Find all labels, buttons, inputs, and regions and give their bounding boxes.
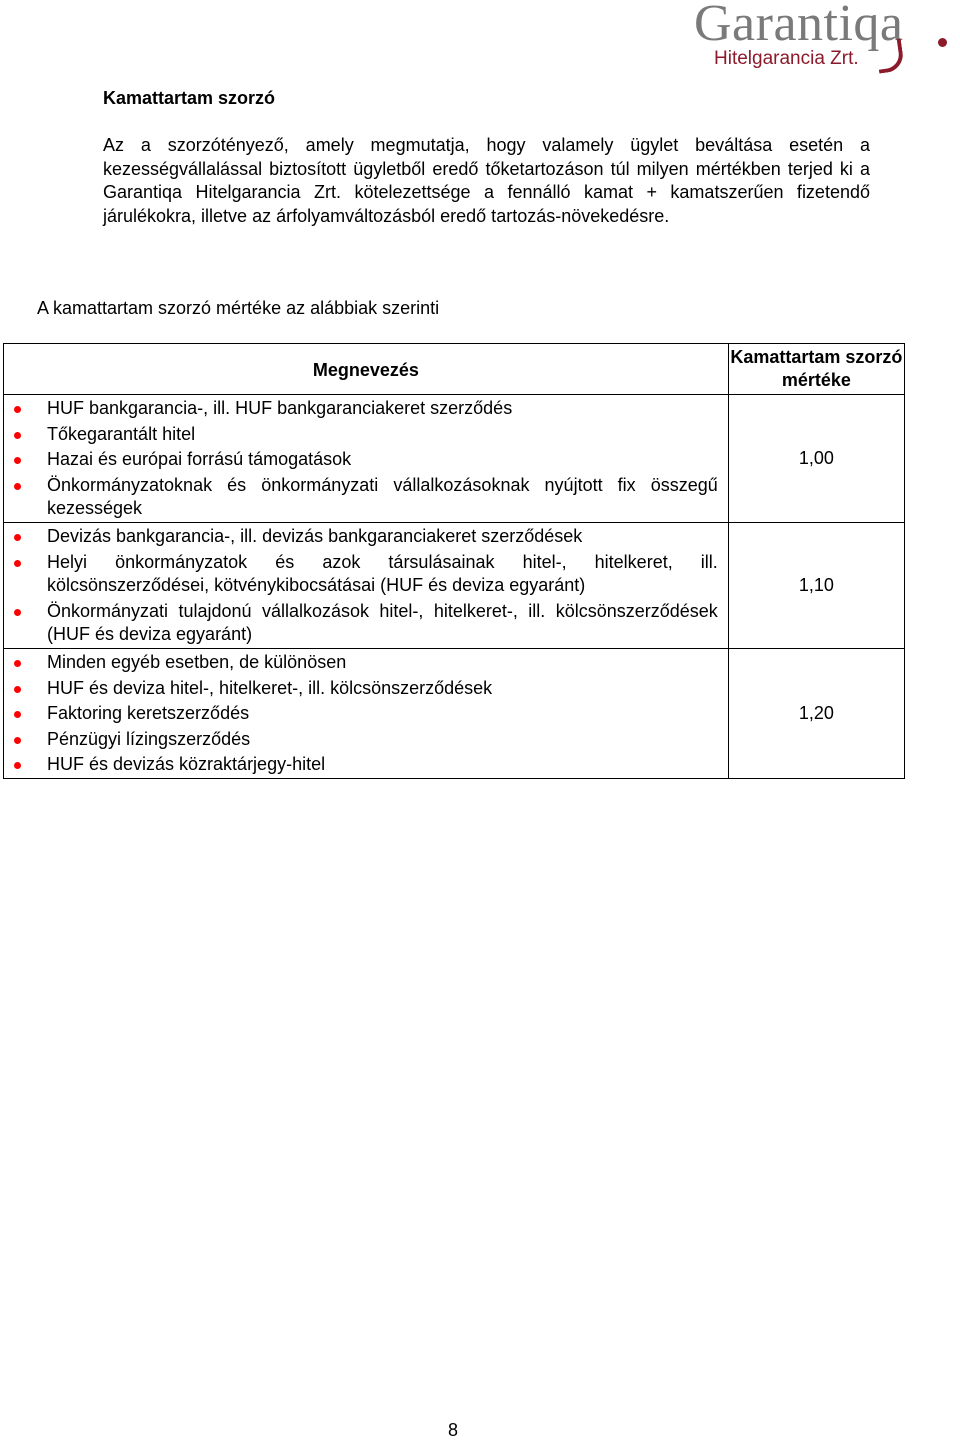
- bullet-dot-icon: [14, 737, 21, 744]
- item-list: [4, 651, 728, 777]
- table-lead-text: A kamattartam szorzó mértéke az alábbiak szerinti: [37, 298, 440, 318]
- list-item-text: Helyi önkormányzatok és azok társulásainak hitel-, hitelkeret, ill. kölcsönszerződései, kötvénykibocsátásai (HUF és deviza egyaránt): [47, 551, 718, 595]
- bullet-dot-icon: [14, 560, 21, 567]
- list-item: [4, 651, 718, 675]
- list-item-text: HUF és devizás közraktárjegy-hitel: [47, 754, 326, 774]
- list-item-text: HUF bankgarancia-, ill. HUF bankgaranciakeret szerződés: [47, 398, 513, 418]
- bullet-dot-icon: [14, 762, 21, 769]
- garantiqa-logo: [694, 0, 956, 80]
- rate-value: 1,20: [728, 649, 904, 779]
- rate-value: 1,00: [728, 395, 904, 523]
- list-item-text: Önkormányzati tulajdonú vállalkozások hitel-, hitelkeret-, ill. kölcsönszerződések (HUF és deviza egyaránt): [47, 600, 718, 644]
- rate-value: 1,10: [728, 523, 904, 649]
- list-item: [4, 448, 718, 472]
- bullet-dot-icon: [14, 483, 21, 490]
- logo-swoosh-icon: [875, 38, 905, 73]
- list-item: [4, 728, 718, 752]
- list-item: [4, 551, 718, 598]
- list-item-text: Pénzügyi lízingszerződés: [47, 728, 251, 749]
- rate-table: [3, 343, 905, 779]
- logo-brand-text: Garantiqa: [694, 0, 904, 52]
- logo-subtitle: Hitelgarancia Zrt.: [714, 48, 859, 69]
- list-item: [4, 753, 718, 777]
- bullet-dot-icon: [14, 711, 21, 718]
- logo-dot-icon: [938, 38, 947, 47]
- description-cell: [4, 523, 729, 649]
- item-list: [4, 525, 728, 647]
- table-row: [4, 649, 905, 779]
- bullet-dot-icon: [14, 534, 21, 541]
- bullet-dot-icon: [14, 457, 21, 464]
- bullet-dot-icon: [14, 406, 21, 413]
- list-item-text: Tőkegarantált hitel: [47, 423, 196, 444]
- bullet-dot-icon: [14, 686, 21, 693]
- table-row: [4, 395, 905, 523]
- list-item: [4, 677, 718, 701]
- table-header-row: [4, 344, 905, 395]
- bullet-dot-icon: [14, 432, 21, 439]
- list-item: [4, 702, 718, 726]
- header-rate: Kamattartam szorzó mértéke: [728, 344, 904, 395]
- bullet-dot-icon: [14, 609, 21, 616]
- list-item-text: HUF és deviza hitel-, hitelkeret-, ill. kölcsönszerződések: [47, 677, 493, 698]
- bullet-dot-icon: [14, 660, 21, 667]
- list-item-text: Devizás bankgarancia-, ill. devizás bankgaranciakeret szerződések: [47, 526, 583, 546]
- list-item: [4, 397, 718, 421]
- table-row: [4, 523, 905, 649]
- list-item-text: Hazai és európai forrású támogatások: [47, 449, 352, 469]
- list-item-text: Faktoring keretszerződés: [47, 703, 250, 723]
- list-item: [4, 600, 718, 647]
- description-cell: [4, 649, 729, 779]
- page-number: 8: [447, 1420, 458, 1440]
- list-item-text: Minden egyéb esetben, de különösen: [47, 652, 347, 672]
- section-title: Kamattartam szorzó: [103, 88, 276, 108]
- list-item: [4, 474, 718, 521]
- item-list: [4, 397, 728, 521]
- header-name: Megnevezés: [4, 344, 729, 395]
- intro-paragraph: Az a szorzótényező, amely megmutatja, hogy valamely ügylet beváltása esetén a kezességvállalással biztosított ügyletből eredő tőketartozáson túl milyen mértékben terjed ki a Garantiqa Hitelgarancia Zrt. kötelezettsége a fennálló kamat + kamatszerűen fizetendő járulékokra, illetve az árfolyamváltozásból eredő tartozás-növekedésre.: [103, 135, 870, 226]
- description-cell: [4, 395, 729, 523]
- list-item: [4, 423, 718, 447]
- list-item-text: Önkormányzatoknak és önkormányzati vállalkozásoknak nyújtott fix összegű kezességek: [47, 474, 718, 518]
- list-item: [4, 525, 718, 549]
